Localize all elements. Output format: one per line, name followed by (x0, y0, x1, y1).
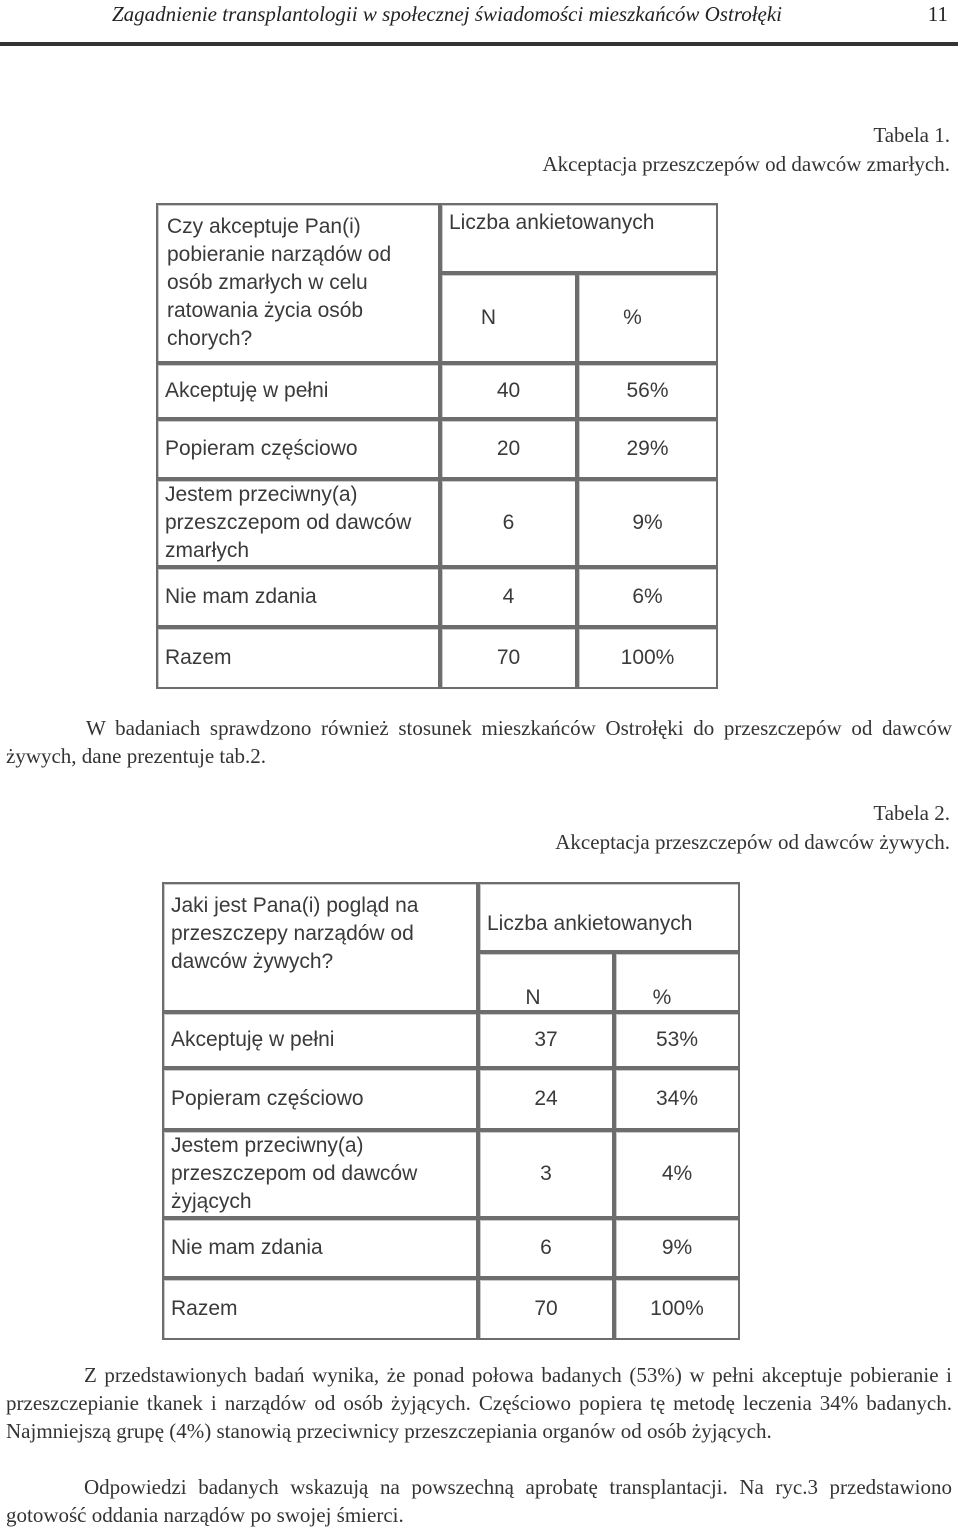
running-title: Zagadnienie transplantologii w społecznej świadomości mieszkańców Ostrołęki (112, 2, 783, 26)
row-label: Akceptuję w pełni (156, 363, 440, 419)
table2-col-n: N (478, 952, 614, 1012)
row-label: Jestem przeciwny(a) przeszczepom od dawców żyjących (162, 1130, 478, 1218)
table2 (162, 882, 740, 1340)
page-header (0, 0, 960, 46)
table1-group-header: Liczba ankietowanych (440, 203, 718, 273)
header-rule (0, 42, 958, 46)
paragraph-1: W badaniach sprawdzono również stosunek mieszkańców Ostrołęki do przeszczepów od dawców żywych, dane prezentuje tab.2. (6, 716, 952, 768)
row-pct: 9% (614, 1218, 740, 1278)
table2-label: Tabela 2. (873, 801, 950, 825)
table2-question: Jaki jest Pana(i) pogląd na przeszczepy narządów od dawców żywych? (162, 882, 478, 1012)
row-label: Akceptuję w pełni (162, 1012, 478, 1068)
table2-caption-block (555, 799, 950, 857)
table2-group-header: Liczba ankietowanych (478, 882, 740, 952)
row-label: Popieram częściowo (156, 419, 440, 479)
row-pct: 34% (614, 1068, 740, 1130)
table2-caption: Akceptacja przeszczepów od dawców żywych. (555, 830, 950, 854)
table-row (156, 363, 718, 419)
table-row (156, 479, 718, 567)
table1-col-pct: % (577, 273, 718, 363)
row-label: Jestem przeciwny(a) przeszczepom od dawców zmarłych (156, 479, 440, 567)
table1 (156, 203, 718, 689)
row-n: 37 (478, 1012, 614, 1068)
row-label: Nie mam zdania (162, 1218, 478, 1278)
row-pct: 29% (577, 419, 718, 479)
row-pct: 56% (577, 363, 718, 419)
table1-caption-block (542, 121, 950, 179)
row-label: Razem (162, 1278, 478, 1340)
row-n: 3 (478, 1130, 614, 1218)
table2-col-pct: % (614, 952, 740, 1012)
row-n: 20 (440, 419, 577, 479)
table1-label: Tabela 1. (873, 123, 950, 147)
table-row (156, 627, 718, 689)
row-n: 40 (440, 363, 577, 419)
row-pct: 4% (614, 1130, 740, 1218)
table-row (162, 1068, 740, 1130)
table-row (162, 1278, 740, 1340)
row-pct: 6% (577, 567, 718, 627)
paragraph-2: Z przedstawionych badań wynika, że ponad połowa badanych (53%) w pełni akceptuje pobieranie i przeszczepianie tkanek i narządów od osób żyjących. Częściowo popiera tę metodę leczenia 34% badanych. Najmniejszą grupę (4%) stanowią przeciwnicy przeszczepiania organów od osób żyjących. (6, 1363, 952, 1443)
row-label: Popieram częściowo (162, 1068, 478, 1130)
row-n: 70 (440, 627, 577, 689)
table-row (162, 1130, 740, 1218)
page-number: 11 (927, 2, 948, 26)
row-n: 6 (440, 479, 577, 567)
paragraph-3: Odpowiedzi badanych wskazują na powszechną aprobatę transplantacji. Na ryc.3 przedstawiono gotowość oddania narządów po swojej śmierci. (6, 1475, 952, 1527)
row-label: Nie mam zdania (156, 567, 440, 627)
row-n: 24 (478, 1068, 614, 1130)
row-pct: 100% (577, 627, 718, 689)
row-n: 6 (478, 1218, 614, 1278)
table-row (162, 1218, 740, 1278)
table1-col-n: N (440, 273, 577, 363)
table-row (156, 419, 718, 479)
table1-question: Czy akceptuje Pan(i) pobieranie narządów od osób zmarłych w celu ratowania życia osób chorych? (156, 203, 440, 363)
row-n: 4 (440, 567, 577, 627)
row-pct: 53% (614, 1012, 740, 1068)
row-pct: 100% (614, 1278, 740, 1340)
table-row (156, 567, 718, 627)
row-label: Razem (156, 627, 440, 689)
row-n: 70 (478, 1278, 614, 1340)
table1-caption: Akceptacja przeszczepów od dawców zmarłych. (542, 152, 950, 176)
row-pct: 9% (577, 479, 718, 567)
table-row (162, 1012, 740, 1068)
